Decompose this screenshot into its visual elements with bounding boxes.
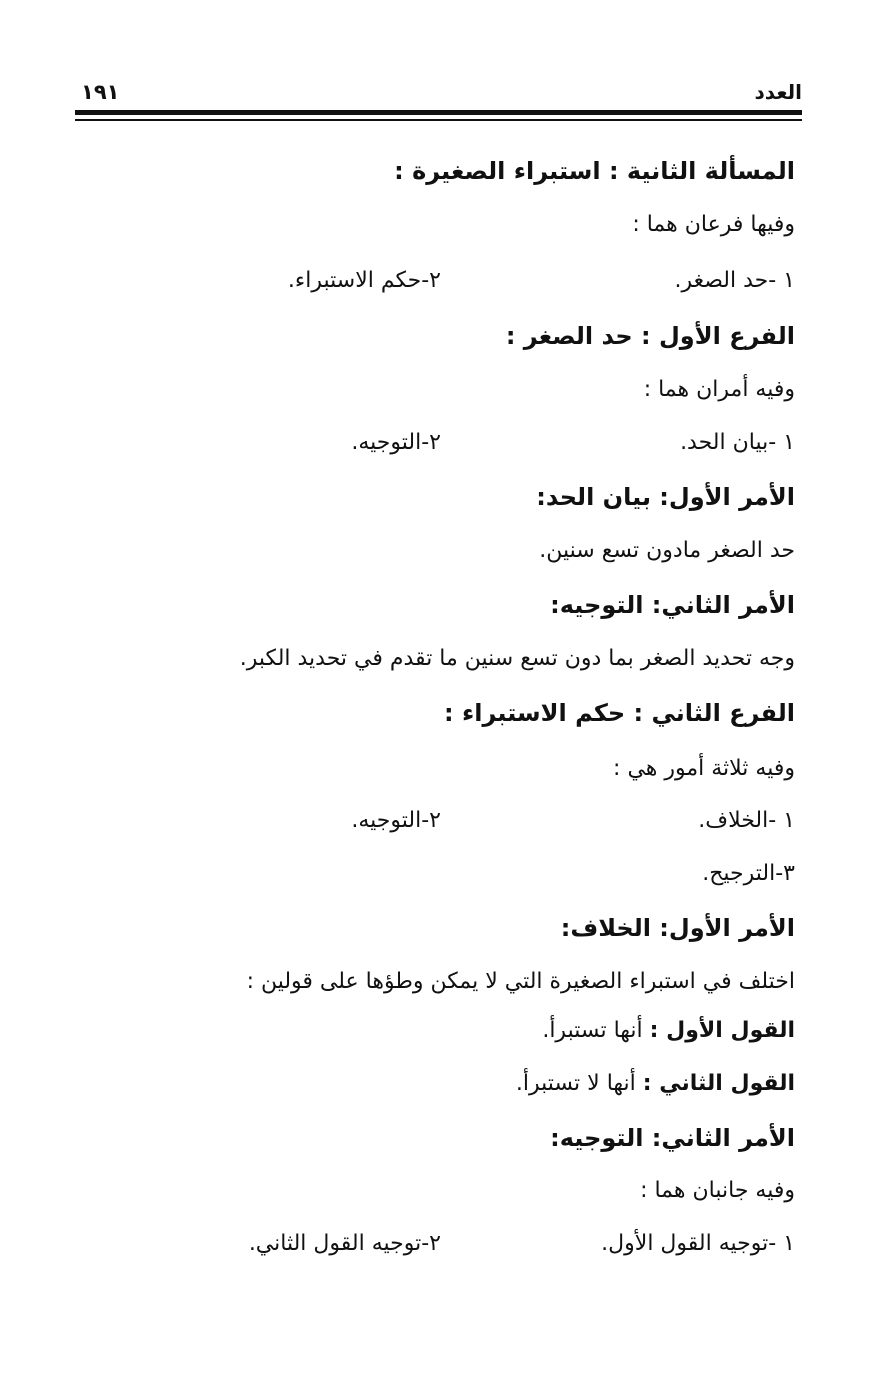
running-header-title: العدد xyxy=(754,80,802,104)
subsection-heading: الأمر الثاني: التوجيه: xyxy=(550,1124,795,1152)
body-line: وفيها فرعان هما : xyxy=(632,212,795,237)
list-item: ٢-التوجيه. xyxy=(351,430,441,455)
list-item: ١ -بيان الحد. xyxy=(680,430,795,455)
list-item: ١ -حد الصغر. xyxy=(674,268,795,293)
page-number: ١٩١ xyxy=(81,80,120,104)
opinion-text: أنها لا تستبرأ. xyxy=(515,1071,636,1096)
body-line: حد الصغر مادون تسع سنين. xyxy=(539,538,795,563)
section-heading: المسألة الثانية : استبراء الصغيرة : xyxy=(394,157,795,185)
opinion-line xyxy=(542,1018,795,1043)
list-item: ٢-التوجيه. xyxy=(351,808,441,833)
opinion-label: القول الأول : xyxy=(649,1018,795,1043)
header-rule-thick xyxy=(75,110,802,115)
subsection-heading: الأمر الأول: الخلاف: xyxy=(560,914,795,942)
subsection-heading: الفرع الثاني : حكم الاستبراء : xyxy=(444,699,795,727)
subsection-heading: الفرع الأول : حد الصغر : xyxy=(505,322,795,350)
list-item: ١ -توجيه القول الأول. xyxy=(601,1231,795,1256)
body-line: وفيه جانبان هما : xyxy=(640,1178,795,1203)
body-line: وفيه ثلاثة أمور هي : xyxy=(613,756,795,781)
list-item: ١ -الخلاف. xyxy=(698,808,795,833)
header-rule-thin xyxy=(75,119,802,121)
list-item: ٢-توجيه القول الثاني. xyxy=(248,1231,441,1256)
list-item: ٢-حكم الاستبراء. xyxy=(287,268,441,293)
body-line: اختلف في استبراء الصغيرة التي لا يمكن وطؤها على قولين : xyxy=(246,969,795,994)
page-header xyxy=(75,80,802,110)
opinion-label: القول الثاني : xyxy=(642,1071,795,1096)
body-line: وجه تحديد الصغر بما دون تسع سنين ما تقدم في تحديد الكبر. xyxy=(239,646,795,671)
subsection-heading: الأمر الثاني: التوجيه: xyxy=(550,591,795,619)
opinion-text: أنها تستبرأ. xyxy=(542,1018,643,1043)
list-item: ٣-الترجيح. xyxy=(702,861,795,886)
opinion-line xyxy=(516,1071,795,1096)
subsection-heading: الأمر الأول: بيان الحد: xyxy=(536,483,795,511)
body-line: وفيه أمران هما : xyxy=(643,377,795,402)
